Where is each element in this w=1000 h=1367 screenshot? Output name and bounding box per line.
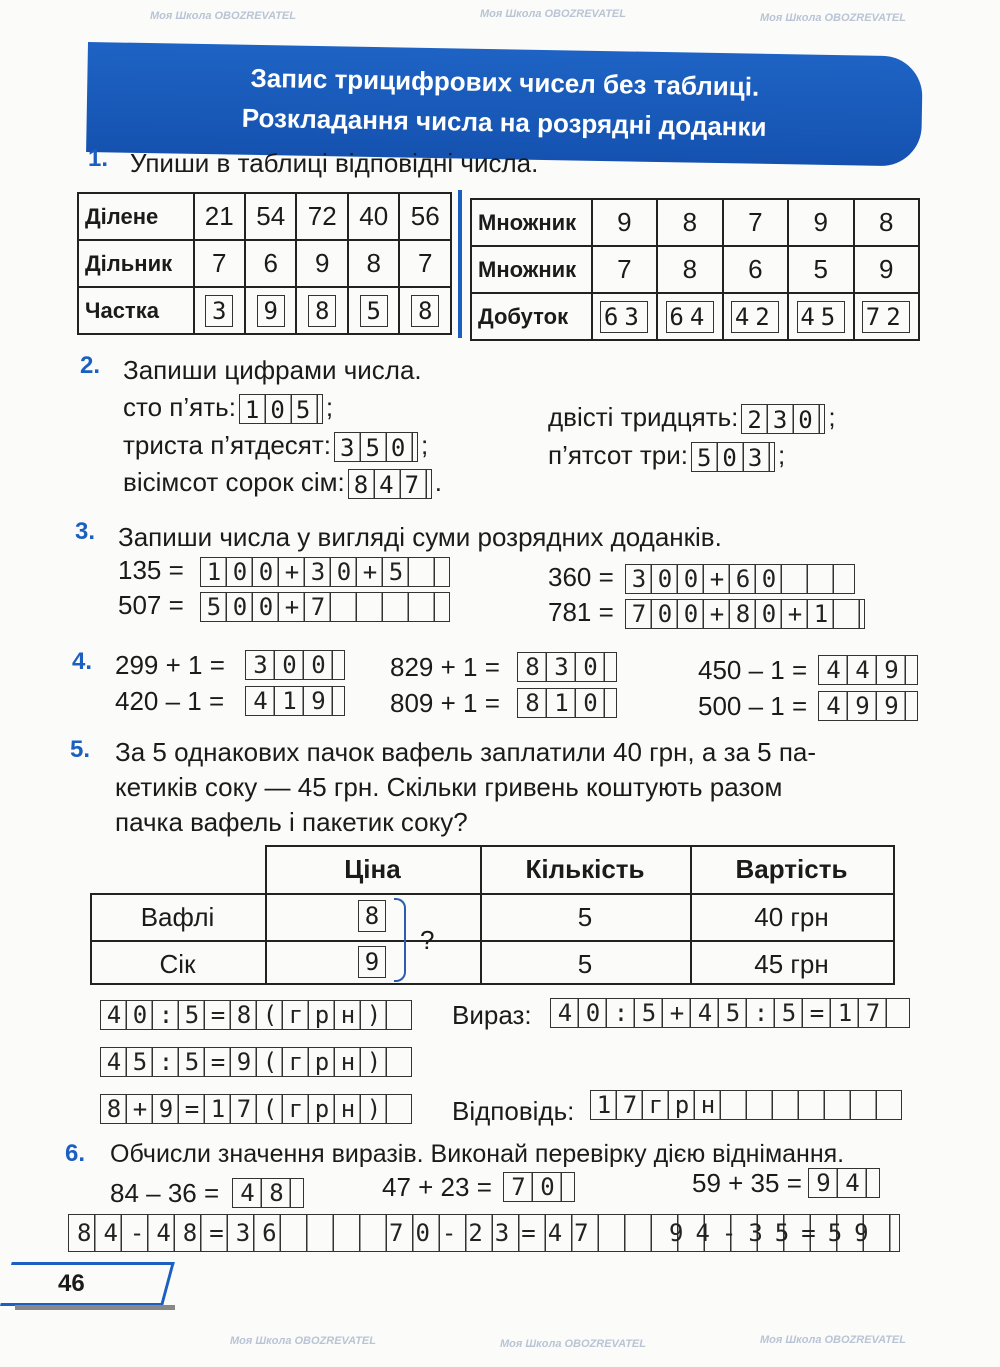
- equation-answer[interactable]: 499: [818, 691, 918, 721]
- watermark-text: Моя Школа OBOZREVATEL: [500, 1338, 646, 1350]
- row-name: Сік: [159, 949, 196, 979]
- quantity: 5: [577, 902, 593, 932]
- table-cell: 7: [723, 199, 788, 246]
- number-word-item: [123, 430, 428, 462]
- table-cell: 7: [399, 240, 451, 287]
- row-label: Ділене: [78, 193, 194, 240]
- expression-label: 59 + 35 =: [692, 1168, 802, 1198]
- task-number: 6.: [65, 1140, 86, 1167]
- number-word-label: триста п’ятдесят:: [123, 430, 332, 460]
- table-cell: 72: [296, 193, 347, 240]
- equation-answer[interactable]: 449: [818, 655, 918, 685]
- table-cell[interactable]: [723, 293, 788, 340]
- watermark-text: Моя Школа OBOZREVATEL: [480, 8, 626, 20]
- answer-field[interactable]: 17грн: [590, 1090, 902, 1120]
- equation-answer[interactable]: 810: [517, 688, 617, 718]
- digit-answer-box[interactable]: 847: [348, 469, 432, 499]
- table-cell: 56: [399, 193, 451, 240]
- page-number: 46: [58, 1270, 85, 1297]
- number-label: 781 =: [548, 597, 614, 627]
- table-cell: 8: [854, 199, 920, 246]
- answer-box[interactable]: 63: [600, 301, 648, 333]
- check-expression[interactable]: 84-48=36: [77, 1219, 289, 1247]
- equation-label: 420 – 1 =: [115, 686, 225, 716]
- table-cell: 5: [788, 246, 853, 293]
- cost: 40 грн: [754, 902, 829, 932]
- table-row: [471, 199, 919, 246]
- row-label: Добуток: [471, 293, 592, 340]
- expression-answer[interactable]: 48: [232, 1178, 304, 1208]
- equation-label: 500 – 1 =: [698, 691, 808, 721]
- table-cell[interactable]: [399, 287, 451, 334]
- watermark-text: Моя Школа OBOZREVATEL: [760, 12, 906, 24]
- header-cost: Вартість: [735, 854, 848, 884]
- task-text: Запиши цифрами числа.: [123, 355, 422, 385]
- check-expression[interactable]: 94-35=59: [669, 1219, 881, 1247]
- answer-box[interactable]: 8: [308, 295, 336, 327]
- row-label: Дільник: [78, 240, 194, 287]
- task-text-line: За 5 однакових пачок вафель заплатили 40 грн, а за 5 па-: [115, 737, 817, 767]
- number-label: 360 =: [548, 562, 614, 592]
- table-cell: 6: [245, 240, 296, 287]
- task-text: Упиши в таблиці відповідні числа.: [130, 148, 539, 178]
- table-cell[interactable]: [245, 287, 296, 334]
- expression-answer[interactable]: 40:5+45:5=17: [550, 998, 910, 1028]
- place-value-answer[interactable]: 300+60: [625, 564, 855, 594]
- table-cell[interactable]: [296, 287, 347, 334]
- table-cell: 9: [296, 240, 347, 287]
- table-cell[interactable]: [788, 293, 853, 340]
- table-cell[interactable]: [194, 287, 245, 334]
- expression-answer[interactable]: 94: [808, 1168, 880, 1198]
- price-table: [90, 845, 893, 983]
- multiplication-table: [470, 198, 920, 341]
- table-row: [78, 287, 451, 334]
- answer-box[interactable]: 5: [360, 295, 388, 327]
- table-cell: 54: [245, 193, 296, 240]
- number-word-item: [123, 467, 442, 499]
- table-cell: 8: [657, 199, 722, 246]
- equation-answer[interactable]: 419: [245, 686, 345, 716]
- task-text: Запиши числа у вигляді суми розрядних доданків.: [118, 522, 722, 552]
- number-word-item: [548, 440, 785, 472]
- equation-label: 299 + 1 =: [115, 650, 225, 680]
- number-label: 507 =: [118, 590, 184, 620]
- table-cell: 9: [854, 246, 920, 293]
- expression-label: Вираз:: [452, 1000, 532, 1030]
- place-value-answer[interactable]: 100+30+5: [200, 557, 450, 587]
- punctuation: ;: [777, 440, 786, 470]
- place-value-answer[interactable]: 500+7: [200, 592, 450, 622]
- cost: 45 грн: [754, 949, 829, 979]
- watermark-text: Моя Школа OBOZREVATEL: [230, 1335, 376, 1347]
- number-word-item: [123, 392, 333, 424]
- table-divider: [458, 190, 462, 338]
- expression-label: 84 – 36 =: [110, 1178, 220, 1208]
- check-strip: [68, 1214, 900, 1252]
- answer-box[interactable]: 72: [862, 301, 910, 333]
- expression-answer[interactable]: 70: [503, 1172, 575, 1202]
- task-text-line: кетиків соку — 45 грн. Скільки гривень коштують разом: [115, 772, 783, 802]
- number-word-label: вісімсот сорок сім:: [123, 467, 345, 497]
- answer-box[interactable]: 42: [731, 301, 779, 333]
- table-cell: 9: [788, 199, 853, 246]
- title-line-1: Запис трицифрових чисел без таблиці.: [250, 62, 760, 102]
- place-value-answer[interactable]: 700+80+1: [625, 599, 865, 629]
- punctuation: ;: [828, 402, 836, 432]
- solution-step[interactable]: 40:5=8(грн): [100, 1000, 412, 1030]
- table-row: [471, 293, 919, 340]
- table-cell: 7: [592, 246, 657, 293]
- solution-step[interactable]: 45:5=9(грн): [100, 1047, 412, 1077]
- table-row: [78, 240, 451, 287]
- row-label: Множник: [471, 199, 592, 246]
- table-cell[interactable]: [657, 293, 722, 340]
- digit-answer-box[interactable]: 230: [741, 404, 825, 434]
- digit-answer-box[interactable]: 105: [239, 394, 323, 424]
- punctuation: .: [434, 467, 442, 497]
- equation-label: 809 + 1 =: [390, 688, 500, 718]
- task-text: Обчисли значення виразів. Виконай перевірку дією віднімання.: [110, 1140, 845, 1168]
- digit-answer-box[interactable]: 350: [334, 432, 418, 462]
- number-word-item: [548, 402, 836, 434]
- watermark-text: Моя Школа OBOZREVATEL: [150, 10, 296, 22]
- table-cell: 7: [194, 240, 245, 287]
- price-answer[interactable]: 8: [358, 900, 386, 932]
- answer-label: Відповідь:: [452, 1096, 575, 1126]
- row-label: Частка: [78, 287, 194, 334]
- task-number: 4.: [72, 648, 93, 675]
- solution-step[interactable]: 8+9=17(грн): [100, 1094, 412, 1124]
- answer-box[interactable]: 9: [257, 295, 285, 327]
- table-cell: 9: [592, 199, 657, 246]
- check-expression[interactable]: 70-23=47: [389, 1219, 601, 1247]
- equation-label: 450 – 1 =: [698, 655, 808, 685]
- equation-label: 829 + 1 =: [390, 652, 500, 682]
- page-underline: [15, 1305, 175, 1310]
- equation-answer[interactable]: 830: [517, 652, 617, 682]
- row-label: Множник: [471, 246, 592, 293]
- number-label: 135 =: [118, 555, 184, 585]
- equation-answer[interactable]: 300: [245, 650, 345, 680]
- title-line-2: Розкладання числа на розрядні доданки: [241, 102, 767, 142]
- task-number: 1.: [88, 145, 109, 172]
- answer-box[interactable]: 8: [411, 295, 439, 327]
- digit-answer-box[interactable]: 503: [691, 442, 775, 472]
- task-number: 5.: [70, 736, 91, 763]
- punctuation: ;: [421, 430, 429, 460]
- table-cell[interactable]: [348, 287, 399, 334]
- price-answer[interactable]: 9: [358, 946, 386, 978]
- expression-label: 47 + 23 =: [382, 1172, 492, 1202]
- division-table: [77, 192, 452, 335]
- watermark-text: Моя Школа OBOZREVATEL: [760, 1334, 906, 1346]
- quantity: 5: [577, 949, 593, 979]
- number-word-label: двісті тридцять:: [548, 402, 739, 432]
- task-number: 2.: [80, 352, 101, 379]
- table-cell[interactable]: [854, 293, 920, 340]
- header-quantity: Кількість: [525, 854, 645, 884]
- answer-box[interactable]: 3: [205, 295, 233, 327]
- table-row: [78, 193, 451, 240]
- table-cell: 21: [194, 193, 245, 240]
- table-cell: 40: [348, 193, 399, 240]
- answer-box[interactable]: 45: [797, 301, 845, 333]
- number-word-label: п’ятсот три:: [548, 440, 688, 470]
- brace-icon: [394, 898, 406, 982]
- task-number: 3.: [75, 518, 96, 545]
- answer-box[interactable]: 64: [666, 301, 714, 333]
- page-number-tab: [0, 1262, 175, 1306]
- punctuation: ;: [325, 392, 334, 422]
- table-cell: 6: [723, 246, 788, 293]
- table-cell: 8: [348, 240, 399, 287]
- brace-question: ?: [420, 925, 435, 955]
- table-row: [471, 246, 919, 293]
- row-name: Вафлі: [140, 902, 215, 932]
- number-word-label: сто п’ять:: [123, 392, 236, 422]
- table-cell[interactable]: [592, 293, 657, 340]
- task-text-line: пачка вафель і пакетик соку?: [115, 807, 468, 837]
- table-cell: 8: [657, 246, 722, 293]
- header-price: Ціна: [344, 854, 401, 884]
